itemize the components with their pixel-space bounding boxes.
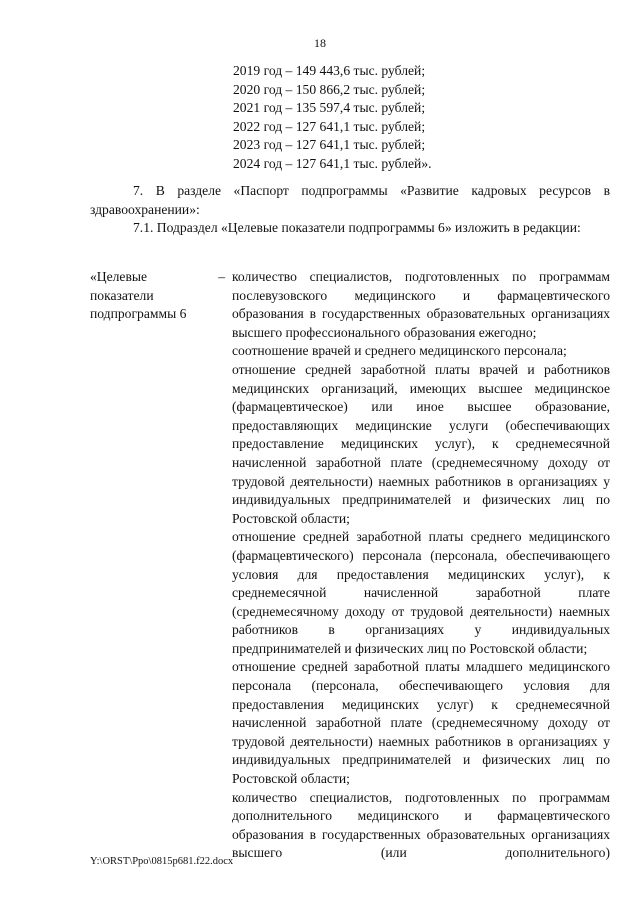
paragraph-7: 7. В разделе «Паспорт подпрограммы «Развитие кадровых ресурсов в здравоохранении»: [90, 183, 610, 217]
budget-list [233, 62, 432, 174]
section-title-row [90, 268, 225, 324]
indicators-column [232, 268, 610, 863]
indicator-item: отношение средней заработной платы врачей и работников медицинских организаций, имеющих высшее медицинское (фармацевтическое) или иное высшее образование, предоставляющих медицинские услуги (обеспечивающих предоставление медицинских услуг), к среднемесячной начисленной заработной плате (среднемесячному доходу от трудовой деятельности) наемных работников в организациях у индивидуальных предпринимателей и физических лиц по Ростовской области; [232, 361, 610, 526]
budget-line: 2024 год – 127 641,1 тыс. рублей». [233, 155, 432, 171]
indicator-item: отношение средней заработной платы младшего медицинского персонала (персонала, обеспечивающего условия для предоставления медицинских услуг) к среднемесячной начисленной заработной плате (среднемесячному доходу от трудовой деятельности) наемных работников в организациях у индивидуальных предпринимателей и физических лиц по Ростовской области; [232, 659, 610, 787]
budget-line: 2021 год – 135 597,4 тыс. рублей; [233, 100, 426, 116]
indicator-item: количество специалистов, подготовленных по программам послевузовского медицинского и фармацевтического образования в государственных образовательных организациях высшего профессионального образования ежегодно; [232, 269, 610, 340]
budget-line: 2022 год – 127 641,1 тыс. рублей; [233, 118, 426, 134]
section-title: «Целевые показатели подпрограммы 6 [90, 269, 187, 322]
indicator-item: соотношение врачей и среднего медицинского персонала; [232, 343, 567, 359]
budget-line: 2023 год – 127 641,1 тыс. рублей; [233, 137, 426, 153]
section-dash: – [218, 269, 225, 284]
indicator-item: количество специалистов, подготовленных по программам дополнительного медицинского и фармацевтического образования в государственных образовательных организациях высшего (или дополнительного) [232, 789, 610, 861]
budget-line: 2019 год – 149 443,6 тыс. рублей; [233, 63, 426, 78]
footer-file-path: Y:\ORST\Ppo\0815p681.f22.docx [90, 856, 234, 867]
section-title-column [90, 268, 225, 324]
page-number: 18 [314, 36, 326, 50]
paragraph-7-1: 7.1. Подраздел «Целевые показатели подпрограммы 6» изложить в редакции: [133, 220, 581, 235]
indicator-item: отношение средней заработной платы среднего медицинского (фармацевтического) персонала (персонала, обеспечивающего условия для предоставления медицинских услуг), к среднемесячной начисленной заработной плате (среднемесячному доходу от трудовой деятельности) наемных работников в организациях у индивидуальных предпринимателей и физических лиц по Ростовской области; [232, 529, 610, 656]
budget-line: 2020 год – 150 866,2 тыс. рублей; [233, 81, 426, 97]
